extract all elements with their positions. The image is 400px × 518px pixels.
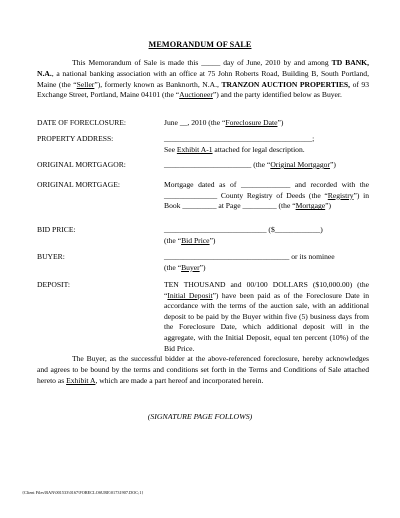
deposit-value [164, 280, 369, 354]
original-mortgage-value [164, 180, 369, 212]
document-title: MEMORANDUM OF SALE [148, 40, 252, 49]
seller-term: Seller [76, 79, 95, 89]
property-text: See [164, 144, 177, 154]
initial-deposit-term: Initial Deposit [167, 290, 213, 300]
buyer-blank: _________________________________ or its nominee [164, 252, 335, 261]
foreclosure-date-value [164, 118, 369, 129]
bank-name: TD BANK, N.A. [37, 58, 369, 78]
bid-text: (the “ [164, 235, 182, 245]
property-address-label: PROPERTY ADDRESS: [37, 134, 114, 143]
intro-text: , a national banking association with an office at 75 John Roberts Road, Building B, South Portland, Maine (the “ [37, 68, 369, 89]
bid-text: ”) [209, 235, 216, 245]
mortgagor-text: _______________________ (the “ [164, 160, 271, 169]
property-legal-note [164, 145, 369, 156]
buyer-definition [164, 263, 369, 274]
mortgagor-text: ”) [330, 160, 336, 169]
foreclosure-text: ”) [277, 118, 284, 127]
closing-text: The Buyer, as the successful bidder at the above-referenced foreclosure, hereby acknowledges and agrees to be bound by the terms and conditions set forth in the Terms and Conditions of Sale attached hereto as [37, 354, 369, 385]
deposit-text: ”) have been paid as of the Foreclosure Date in accordance with the terms of the auction sale, with an additional deposit to be paid by the Buyer within five (5) business days from the Foreclosure Date, which additional deposit will in the aggregate, with the Initial Deposit, equal ten percent (10%) of the Bid Price. [164, 290, 369, 353]
intro-text: ”) and the party identified below as Buyer. [212, 90, 342, 100]
signature-page-note: (SIGNATURE PAGE FOLLOWS) [147, 412, 253, 421]
registry-term: Registry [327, 190, 354, 200]
foreclosure-text: June __, 2010 (the “ [164, 118, 226, 127]
intro-text: This Memorandum of Sale is made this _____ day of June, 2010 by and among [72, 58, 332, 67]
intro-text: ”), formerly known as Banknorth, N.A., [94, 79, 222, 89]
bid-price-label: BID PRICE: [37, 225, 76, 234]
property-address-value [164, 134, 369, 155]
mortgage-term: Mortgage [295, 201, 326, 211]
document-footer: {Client Files\BAN\001533\0167\FORECLOSURE\01731907.DOC;1} [22, 490, 144, 495]
bid-price-blank: ___________________________ ($____________) [164, 225, 323, 234]
mortgage-text: ”) in Book _________ at Page _________ (the “ [164, 190, 369, 211]
intro-text: of 93 Exchange Street, Portland, Maine 04101 (the “ [37, 79, 370, 100]
mortgage-text: ”) [325, 201, 332, 211]
auctioneer-name: TRANZON AUCTION PROPERTIES, [221, 79, 351, 89]
foreclosure-date-label: DATE OF FORECLOSURE: [37, 118, 127, 127]
property-address-blank: _______________________________________; [164, 134, 315, 143]
buyer-label: BUYER: [37, 252, 65, 261]
auctioneer-term: Auctioneer [179, 90, 213, 100]
bid-price-value [164, 225, 369, 246]
original-mortgagor-value [164, 160, 369, 171]
buyer-text: ”) [199, 262, 206, 272]
bid-price-term: Bid Price [181, 235, 210, 245]
exhibit-a-ref: Exhibit A [66, 375, 96, 385]
original-mortgagor-label: ORIGINAL MORTGAGOR: [37, 160, 126, 169]
exhibit-a1-ref: Exhibit A-1 [176, 144, 213, 154]
closing-paragraph [37, 354, 369, 386]
closing-text: , which are made a part hereof and incorporated herein. [95, 375, 264, 385]
mortgage-text: Mortgage dated as of _____________ and recorded with the ______________ County Registry of Deeds (the “ [164, 180, 369, 200]
buyer-value [164, 252, 369, 273]
original-mortgage-label: ORIGINAL MORTGAGE: [37, 180, 120, 189]
property-text: attached for legal description. [212, 144, 305, 154]
foreclosure-term: Foreclosure Date [225, 118, 278, 127]
deposit-label: DEPOSIT: [37, 280, 70, 289]
buyer-text: (the “ [164, 262, 182, 272]
intro-paragraph [37, 58, 369, 101]
bid-price-definition [164, 236, 369, 247]
buyer-term: Buyer [181, 262, 200, 272]
mortgagor-term: Original Mortgagor [270, 160, 330, 169]
deposit-text: TEN THOUSAND and 00/100 DOLLARS ($10,000.00) (the “ [164, 280, 369, 300]
